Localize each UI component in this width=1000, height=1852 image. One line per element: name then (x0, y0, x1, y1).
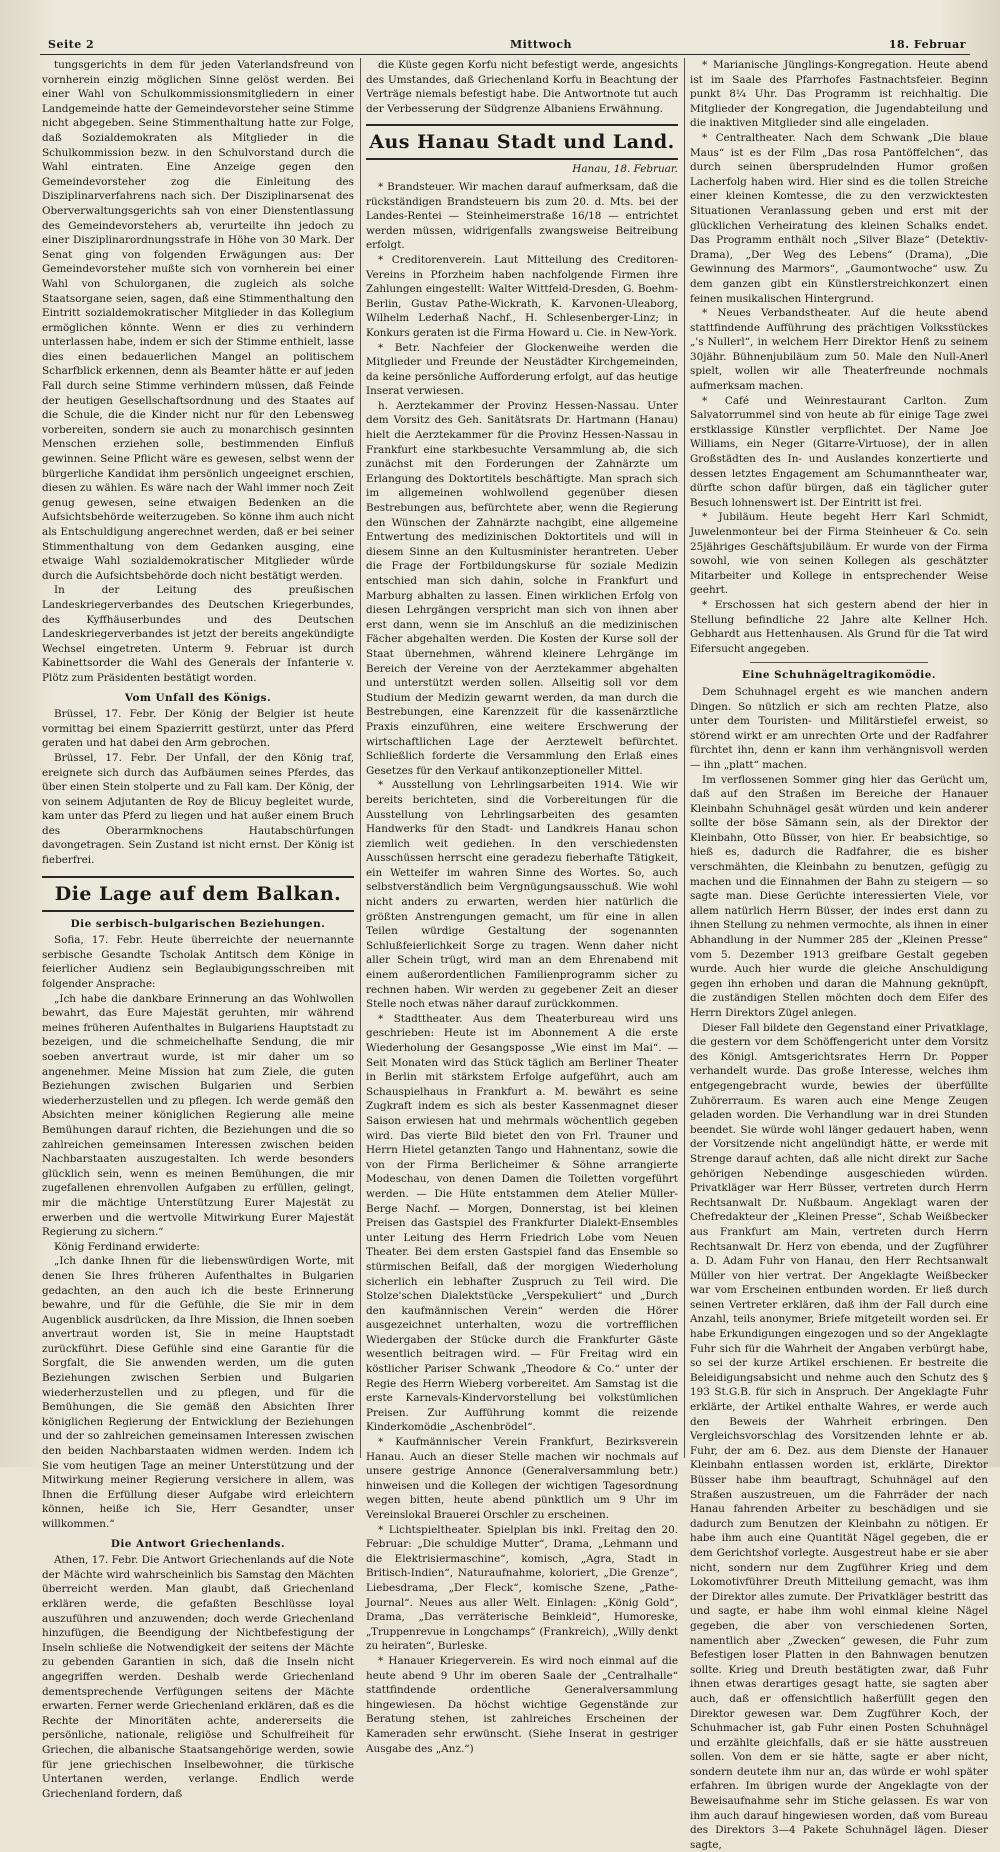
issue-date: 18. Februar (888, 38, 966, 51)
article-paragraph: Dem Schuhnagel ergeht es wie manchen andern Dingen. So nützlich er sich am rechten Platze, also unter dem Touristen- und Militärstiefel erweist, so störend wirkt er am unrechten Orte und der Radfahrer fürchtet ihn, denn er kann ihm verhängnisvoll werden — ihn „platt“ machen. (690, 685, 988, 771)
article-paragraph: Brüssel, 17. Febr. Der König der Belgier ist heute vormittag bei einem Spazierritt gestürzt, unter das Pferd geraten und hat dabei den Arm gebrochen. (42, 708, 354, 750)
article-paragraph: Brüssel, 17. Febr. Der Unfall, der den König traf, ereignete sich durch das Aufbäumen seines Pferdes, das über einen Stein stolperte und zu Fall kam. Der König, der von seinem Adjutanten de Roy de Blicuy begleitet wurde, kam unter das Pferd zu liegen und hat außer einem Bruch des Oberarmknochens Hautabschürfungen davongetragen. Sein Zustand ist nicht ernst. Der König ist fieberfrei. (42, 751, 354, 867)
article-paragraph: Sofia, 17. Febr. Heute überreichte der neuernannte serbische Gesandte Tscholak Antitsch dem Könige in feierlicher Audienz sein Beglaubigungsschreiben mit folgender Ansprache: (42, 934, 354, 991)
article-paragraph: In der Leitung des preußischen Landeskriegerverbandes des Deutschen Kriegerbundes, des Kyffhäuserbundes und des Deutschen Landeskriegerverbandes ist jetzt der bereits angekündigte Wechsel eingetreten. Unterm 9. Februar ist durch Kabinettsorder die Wahl des Generals der Infanterie v. Plötz zum Präsidenten bestätigt worden. (42, 584, 354, 684)
article-paragraph: * Brandsteuer. Wir machen darauf aufmerksam, daß die rückständigen Brandsteuern bis zum 20. d. Mts. bei der Landes-Rentei — Steinheimerstraße 16/18 — entrichtet werden müssen, widrigenfalls zwangsweise Beitreibung erfolgt. (366, 180, 678, 252)
article-paragraph: * Jubiläum. Heute begeht Herr Karl Schmidt, Juwelenmonteur bei der Firma Steinheuer & Co. sein 25jähriges Geschäftsjubiläum. Er wurde von der Firma sowohl, wie von seinen Kollegen als geschätzter Mitarbeiter und Kollege in entsprechender Weise geehrt. (690, 511, 988, 597)
section-heading: Die serbisch-bulgarischen Beziehungen. (70, 917, 326, 930)
article-paragraph: tungsgerichts in dem für jeden Vaterlandsfreund von vornherein einzig möglichen Sinne gelöst werden. Bei einer Wahl von Schulkommissionsmitgliedern in einer Landgemeinde hatte der Gemeindevorsteher seine Stimme nicht abgegeben. Seine Stimmenthaltung hatte zur Folge, daß Sozialdemokraten als Mitglieder in die Schulkommission bezw. in den Schulvorstand durch die Wahl eintraten. Eine Anzeige gegen den Gemeindevorsteher zog die Einleitung des Disziplinarverfahrens nach sich. Der Disziplinarsenat des Oberverwaltungsgerichts sah von einer Dienstentlassung des Gemeindevorstehers ab, verurteilte ihn jedoch zu einer Disziplinarordnungsstrafe in Höhe von 30 Mark. Der Senat ging von folgenden Erwägungen aus: Der Gemeindevorsteher mußte sich von vornherein bei einer Wahl von Schulorganen, die zugleich als solche Staatsorgane seien, sagen, daß eine Stimmenthaltung den Eintritt sozialdemokratischer Mitglieder in das Kollegium ermöglichen könnte. Wenn er dies zu verhindern unterlassen habe, indem er sich der Stimme enthielt, lasse dies einen bedauerlichen Mangel an politischem Scharfblick erkennen, denn als Beamter hätte er auf jeden Fall durch seine Stimme verhindern müssen, daß Feinde der heutigen Gesellschaftsordnung und des Staates auf die Schule, die die Kinder nicht nur für den Lebensweg vorbereiten, sondern sie auch zu monarchisch gesinnten Menschen erziehen solle, bestimmenden Einfluß gewinnen. Seine Pflicht wäre es gewesen, selbst wenn der bürgerliche Kandidat ihm persönlich ungeeignet erschien, diesen zu wählen. Es wäre nach der Wahl immer noch Zeit genug gewesen, seine etwaigen Bedenken an die Aufsichtsbehörde weiterzugeben. So könne ihm auch nicht als Entschuldigung angerechnet werden, daß er bei seiner Stimmenthaltung von dem Gedanken ausging, eine etwaige Wahl sozialdemokratischer Mitglieder würde durch die Aufsichtsbehörde doch nicht bestätigt werden. (42, 59, 354, 582)
column-3 (690, 58, 988, 1851)
divider (750, 662, 929, 663)
section-title: Aus Hanau Stadt und Land. (366, 124, 678, 160)
article-paragraph: * Betr. Nachfeier der Glockenweihe werden die Mitglieder und Freunde der Neustädter Kirchgemeinden, da keine persönliche Aufforderung erfolgt, auf das heutige Inserat verwiesen. (366, 341, 678, 398)
article-paragraph: die Küste gegen Korfu nicht befestigt werde, angesichts des Umstandes, daß Griechenland Korfu in Beachtung der Verträge niemals befestigt habe. Die Antwortnote tut auch der Verbesserung der Südgrenze Albaniens Erwähnung. (366, 59, 678, 115)
column-2 (366, 58, 678, 1755)
article-paragraph: Im verflossenen Sommer ging hier das Gerücht um, daß auf den Straßen im Bereiche der Hanauer Kleinbahn Schuhnägel gesät würden und kein anderer sollte der böse Sämann sein, als der Direktor der Kleinbahn, Otto Büsser, von hier. Er beabsichtige, so hieß es, dadurch die Radfahrer, die es bisher verschmähten, die Kleinbahn zu benutzen, gefügig zu machen und die Einnahmen der Bahn zu steigern — so sagte man. Diese Gerüchte interessierten Viele, vor allem natürlich Herrn Büsser, der indes erst dann zu ihnen Stellung zu nehmen vermochte, als ihnen in einer Abhandlung in der Nummer 285 der „Kleinen Presse“ vom 5. Dezember 1913 greifbare Gestalt gegeben wurde. Auch hier wurde die gleiche Anschuldigung gegen ihn erhoben und daran die Mahnung geknüpft, die zuständigen Stellen möchten doch dem Eifer des Herrn Direktors Zügel anlegen. (690, 773, 988, 1019)
section-heading: Die Antwort Griechenlands. (110, 1537, 286, 1550)
article-paragraph: Dieser Fall bildete den Gegenstand einer Privatklage, die gestern vor dem Schöffengericht unter dem Vorsitz des Königl. Amtsgerichtsrates Herrn Dr. Popper verhandelt wurde. Das große Interesse, welches ihm entgegengebracht wurde, bewies der überfüllte Zuhörerraum. Es waren auch eine Menge Zeugen geladen worden. Die Verhandlung war in drei Stunden beendet. Sie würde wohl länger gedauert haben, wenn der Vorsitzende nicht angelündigt hätte, er werde mit Strenge darauf achten, daß alle nicht direkt zur Sache gehörigen Nebendinge ausgeschieden würden. Privatkläger war Herr Büsser, vertreten durch Herrn Rechtsanwalt Dr. Nußbaum. Angeklagt waren der Chefredakteur der „Kleinen Presse“, Schab Weißbecker aus Frankfurt am Main, vertreten durch Herrn Rechtsanwalt Dr. Herz von ebenda, und der Zugführer a. D. Adam Fuhr von Hanau, den Herr Rechtsanwalt Müller von hier vertrat. Der Angeklagte Weißbecker war vom Erscheinen entbunden worden. Er ließ durch seinen Vertreter erklären, daß ihm der Fall durch eine Anzahl, teils anonymer, Briefe mitgeteilt worden sei. Er habe Erkundigungen eingezogen und so der Angeklagte Fuhr sich für die Wahrheit der Angaben verbürgt habe, so sei der kurze Artikel erschienen. Er bestreite die Beleidigungsabsicht und nehme auch den Schutz des § 193 St.G.B. für sich in Anspruch. Der Angeklagte Fuhr erklärte, der Artikel enthalte Wahres, er werde auch den Beweis der Wahrheit erbringen. Den Vergleichsvorschlag des Vorsitzenden lehnte er ab. Fuhr, der am 6. Dez. aus dem Dienste der Hanauer Kleinbahn entlassen worden ist, erklärte, Direktor Büsser habe ihm beauftragt, Schuhnägel auf den Straßen auszustreuen, um die Fahrräder der nach Hanau fahrenden Arbeiter zu beschädigen und sie dadurch zum Benutzen der Kleinbahn zu nötigen. Er habe ihm auch eine Quantität Nägel gegeben, die er dem Gerichtshof vorlegte. Ausgestreut habe er sie aber nicht, sondern nur dem Zugführer Krieg und dem Lokomotivführer Dreuth Mitteilung gemacht, was ihm der Direktor alles zumute. Der Privatkläger bestritt das und sagte, er habe ihm wohl einmal kleine Nägel gegeben, die aber von verschiedenen Sorten, namentlich aber „Zwecken“ gewesen, die Fuhr zum Befestigen loser Platten in den Bahnwagen benutzen sollte. Krieg und Dreuth bestätigten zwar, daß Fuhr ihnen etwas derartiges gesagt hatte, sie sagten aber auch, daß er offensichtlich haßerfüllt gegen den Direktor gewesen war. Dem Zugführer Koch, der Schuhmacher ist, gab Fuhr einen Posten Schuhnägel und erzählte gleichfalls, daß er sie hätte ausstreuen sollen. Von dem er sie hätte, sagte er aber nicht, sondern deutete ihm nur an, das würde er wohl später erfahren. Im übrigen wurde der Angeklagte von der Beweisaufnahme sehr im Stiche gelassen. Es war von ihm auch darauf hingewiesen worden, daß vom Bureau des Direktors 3—4 Pakete Schuhnägel lägen. Dieser sagte, (690, 1021, 988, 1851)
article-paragraph: h. Aerztekammer der Provinz Hessen-Nassau. Unter dem Vorsitz des Geh. Sanitätsrats Dr. Hartmann (Hanau) hielt die Aerztekammer für die Provinz Hessen-Nassau in Frankfurt eine starkbesuchte Versammlung ab, die sich zunächst mit den Forderungen der Zahnärzte um Erlangung des Doktortitels beschäftigte. Man sprach sich im allgemeinen wohlwollend gegenüber diesen Bestrebungen aus, befürchtete aber, wenn die Regierung den Wünschen der Zahnärzte nachgibt, eine allgemeine Entwertung des medizinischen Doktortitels und will in diesem Sinne an den Kultusminister herantreten. Ueber die Frage der Fortbildungskurse für soziale Medizin entschied man sich dahin, solche in Frankfurt und Marburg abhalten zu lassen. Einen wirklichen Erfolg von diesen Lehrgängen verspricht man sich von ihnen aber erst dann, wenn sie im Anschluß an die medizinischen Fächer abgehalten werden. Die Kosten der Kurse soll der Staat übernehmen, während kleinere Lehrgänge im Bereich der Vereine von der Aerztekammer abgehalten und unterstützt werden sollen. Allseitig soll vor dem Studium der Medizin gewarnt werden, da man durch die Bestrebungen, eine Karenzzeit für die kassenärztliche Praxis einzuführen, eine weitere Erschwerung der wirtschaftlichen Lage der Aerztewelt befürchtet. Schließlich forderte die Versammlung den Erlaß eines Gesetzes für den Verkauf antikonzeptioneller Mittel. (366, 399, 678, 777)
article-paragraph: * Café und Weinrestaurant Carlton. Zum Salvatorrummel sind von heute ab für einige Tage zwei erstklassige Künstler verpflichtet. Der Name Joe Williams, ein Neger (Gitarre-Virtuose), der in allen Großstädten des In- und Auslandes konzertierte und dessen letztes Engagement am Schumanntheater war, dürfte schon dafür bürgen, daß ein täglicher guter Besuch lohnenswert ist. Der Eintritt ist frei. (690, 394, 988, 509)
weekday: Mittwoch (510, 38, 573, 51)
article-paragraph: * Creditorenverein. Laut Mitteilung des Creditoren-Vereins in Pforzheim haben nachfolgende Firmen ihre Zahlungen eingestellt: Walter Wittfeld-Dresden, G. Boehm-Berlin, Gustav Pathe-Wickrath, K. Karvonen-Uleaborg, Wilhelm Lederhaß Nachf., H. Schlesenberger-Linz; in Konkurs geraten ist die Firma Howard u. Cie. in New-York. (366, 253, 678, 339)
column-rule (684, 58, 685, 1458)
article-paragraph: Athen, 17. Febr. Die Antwort Griechenlands auf die Note der Mächte wird wahrscheinlich bis Samstag den Mächten überreicht werden. Man glaubt, daß Griechenland erklären werde, die gefaßten Beschlüsse loyal auszuführen und anzuwenden; doch werde Griechenland hinzufügen, die Beendigung der Nichtbefestigung der Inseln schließe die Notwendigkeit der seitens der Mächte zu gebenden Garantien in sich, daß die Inseln nicht angegriffen werden. Deshalb werde Griechenland dementsprechende Verfügungen seitens der Mächte erwarten. Ferner werde Griechenland erklären, daß es die Rechte der Minoritäten achte, andererseits die persönliche, nationale, religiöse und Schulfreiheit für Griechen, die albanische Staatsangehörige werden, sowie für jene griechischen Inselbewohner, die türkische Untertanen werden, verlange. Endlich werde Griechenland fordern, daß (42, 1554, 354, 1800)
article-paragraph: „Ich danke Ihnen für die liebenswürdigen Worte, mit denen Sie Ihres früheren Aufenthaltes in Bulgarien gedachten, an den auch ich die beste Erinnerung bewahre, und für die Gefühle, die Sie mir in dem Augenblick ausdrücken, da Ihre Mission, die Ihnen soeben anvertraut worden ist, Sie in meine Hauptstadt zurückführt. Diese Gefühle sind eine Garantie für die Sorgfalt, die Sie anwenden werden, um die guten Beziehungen zwischen Serbien und Bulgarien wiederherzustellen und zu pflegen, und für die Bemühungen, die Sie gemäß den Absichten Ihrer königlichen Regierung der Entwicklung der Beziehungen und der so zahlreichen gemeinsamen Interessen zwischen den beiden Nachbarstaaten widmen werden. Indem ich Sie vom heutigen Tage an meiner Unterstützung und der Mitwirkung meiner Regierung versichere in allem, was Ihnen die Erfüllung dieser Aufgabe wird erleichtern können, heiße ich Sie, Herr Gesandter, unser willkommen.“ (42, 1255, 354, 1530)
section-title: Die Lage auf dem Balkan. (42, 876, 354, 912)
article-paragraph: * Erschossen hat sich gestern abend der hier in Stellung befindliche 22 Jahre alte Kellner Hch. Gebhardt aus Hettenhausen. Als Grund für die Tat wird Eifersucht angegeben. (690, 598, 988, 655)
section-heading: Eine Schuhnägeltragikomödie. (742, 669, 936, 682)
page-number: Seite 2 (48, 38, 95, 51)
article-paragraph: * Hanauer Kriegerverein. Es wird noch einmal auf die heute abend 9 Uhr im oberen Saale der „Centralhalle“ stattfindende ordentliche Generalversammlung hingewiesen. Da höchst wichtige Gegenstände zur Beratung stehen, ist zahlreiches Erscheinen der Kameraden sehr erwünscht. (Siehe Inserat in gestriger Ausgabe des „Anz.“) (366, 1654, 678, 1755)
article-paragraph: * Kaufmännischer Verein Frankfurt, Bezirksverein Hanau. Auch an dieser Stelle machen wir nochmals auf unsere gestrige Annonce (Generalversammlung betr.) hinweisen und die Kollegen der wichtigen Tagesordnung wegen bitten, heute abend pünktlich um 9 Uhr im Vereinslokal Brauerei Orschler zu erscheinen. (366, 1436, 678, 1521)
page-header (40, 38, 970, 55)
article-paragraph: * Neues Verbandstheater. Auf die heute abend stattfindende Aufführung des prächtigen Volksstückes „'s Nullerl“, in welchem Herr Direktor Henß zu seinem 30jähr. Bühnenjubiläum zum 50. Male den Null-Anerl spielt, wollen wir alle Theaterfreunde nochmals aufmerksam machen. (690, 307, 988, 393)
column-rule (360, 58, 361, 1458)
article-paragraph: * Stadttheater. Aus dem Theaterbureau wird uns geschrieben: Heute ist im Abonnement A die erste Wiederholung der Gesangsposse „Wie einst im Mai“. — Seit Monaten wird das Stück täglich am Berliner Theater in Berlin mit stärkstem Erfolge aufgeführt, auch am Schauspielhaus in Frankfurt a. M. bewährt es seine Zugkraft indem es sich als bester Kassenmagnet dieser Saison erwiesen hat und mehrmals wöchentlich gegeben wird. Das vierte Bild bietet den von Frl. Trauner und Herrn Hietel getanzten Tango und Hahnentanz, sowie die von der Firma Berlicheimer & Söhne arrangierte Modeschau, von denen Damen die Toiletten vorgeführt werden. — Die Hüte entstammen dem Atelier Müller-Berge Nachf. — Morgen, Donnerstag, ist bei kleinen Preisen das Gastspiel des Frankfurter Dialekt-Ensembles unter Leitung des Herrn Friedrich Lobe vom Neuen Theater. Bei dem ersten Gastspiel fand das Ensemble so stürmischen Beifall, daß der morgigen Wiederholung sicherlich ein lebhafter Zuspruch zu Teil wird. Die Stolze'schen Dialektstücke „Verspekuliert“ und „Durch den kaufmännischen Verein“ werden die Hörer ausgezeichnet unterhalten, wozu die vortrefflichen Wiedergaben der Stücke durch die Frankfurter Gäste wesentlich beitragen wird. — Für Freitag wird ein köstlicher Pariser Schwank „Theodore & Co.“ unter der Regie des Herrn Wieberg vorbereitet. Am Samstag ist die erste Karnevals-Kindervorstellung bei volkstümlichen Preisen. Zur Aufführung kommt die reizende Kinderkomödie „Aschenbrödel“. (366, 1012, 678, 1434)
article-paragraph: * Lichtspieltheater. Spielplan bis inkl. Freitag den 20. Februar: „Die schuldige Mutter“, Drama, „Lehmann und die Elektrisiermaschine“, komisch, „Agra, Stadt in Britisch-Indien“, Naturaufnahme, koloriert, „Die Grenze“, Liebesdrama, „Der Fleck“, komische Szene, „Pathe-Journal“. Neues aus aller Welt. Einlagen: „König Gold“, Drama, „Das verräterische Beinkleid“, Humoreske, „Truppenrevue in Longchamps“ (Frankreich), „Willy denkt zu heiraten“, Burleske. (366, 1523, 678, 1653)
dateline: Hanau, 18. Februar. (572, 163, 678, 176)
article-paragraph: * Marianische Jünglings-Kongregation. Heute abend ist im Saale des Pfarrhofes Fastnachtsfeier. Beginn punkt 8¼ Uhr. Das Programm ist reichhaltig. Die Mitglieder der Kongregation, die Jugendabteilung und die inaktiven Mitglieder sind alle eingeladen. (690, 59, 988, 130)
article-paragraph: König Ferdinand erwiderte: (54, 1240, 200, 1253)
column-1 (42, 58, 354, 1800)
section-heading: Vom Unfall des Königs. (124, 691, 272, 704)
article-paragraph: „Ich habe die dankbare Erinnerung an das Wohlwollen bewahrt, das Eure Majestät geruhten, mir während meines früheren Aufenthaltes in Bulgariens Hauptstadt zu bezeigen, und die schmeichelhafte Sendung, die mir soeben anvertraut wurde, ist mir daher um so angenehmer. Meine Mission hat zum Ziele, die guten Beziehungen zwischen Bulgarien und Serbien wiederherzustellen und zu pflegen. Ich werde gemäß den Absichten meiner königlichen Regierung alle meine Bemühungen darauf richten, die Beziehungen und die so zahlreichen gemeinsamen Interessen zwischen beiden Nachbarstaaten auszugestalten. Ich werde besonders glücklich sein, wenn es meinen Bemühungen, die mir zugefallenen ehrenvollen Aufgaben zu erfüllen, gelingt, mir die mächtige Unterstützung Eurer Majestät zu erwerben und die wertvolle Mitwirkung Eurer Majestät Regierung zu sichern.“ (42, 992, 354, 1239)
article-paragraph: * Centraltheater. Nach dem Schwank „Die blaue Maus“ ist es der Film „Das rosa Pantöffelchen“, das durch seinen übersprudelnden Humor großen Lacherfolg haben wird. Hier sind es die tollen Streiche einer kleinen Komtesse, die zu den verzwicktesten Situationen Veranlassung geben und erst mit der glücklichen Verheiratung des kleinen Schalks endet. Das Programm enthält noch „Silver Blaze“ (Detektiv-Drama), „Der Weg des Lebens“ (Drama), „Die Gewinnung des Marmors“, „Gaumontwoche“ usw. Zu dem ganzen gibt ein Künstlerstreichkonzert einen feinen musikalischen Hintergrund. (690, 131, 988, 305)
article-paragraph: * Ausstellung von Lehrlingsarbeiten 1914. Wie wir bereits berichteten, sind die Vorbereitungen für die Ausstellung von Lehrlingsarbeiten des gesamten Handwerks für den Stadt- und Landkreis Hanau schon ziemlich weit gediehen. In den verschiedensten Ausschüssen herrscht eine geradezu fieberhafte Tätigkeit, ein Wetteifer im wahren Sinne des Wortes. So, auch selbstverständlich beim Vergnügungsausschuß. Wie wohl nicht anders zu erwarten, werden hier natürlich die größten Anstrengungen gemacht, um für eine in allen Teilen würdige Gestaltung der sogenannten Schlußfeierlichkeit Sorge zu tragen. Wenn daher nicht aller Schein trügt, wird man an dem Ehrenabend mit einem außerordentlichen Familienprogramm sicher zu rechnen haben. Wir werden zu gegebener Zeit an dieser Stelle noch etwas näher darauf zurückkommen. (366, 779, 678, 1011)
